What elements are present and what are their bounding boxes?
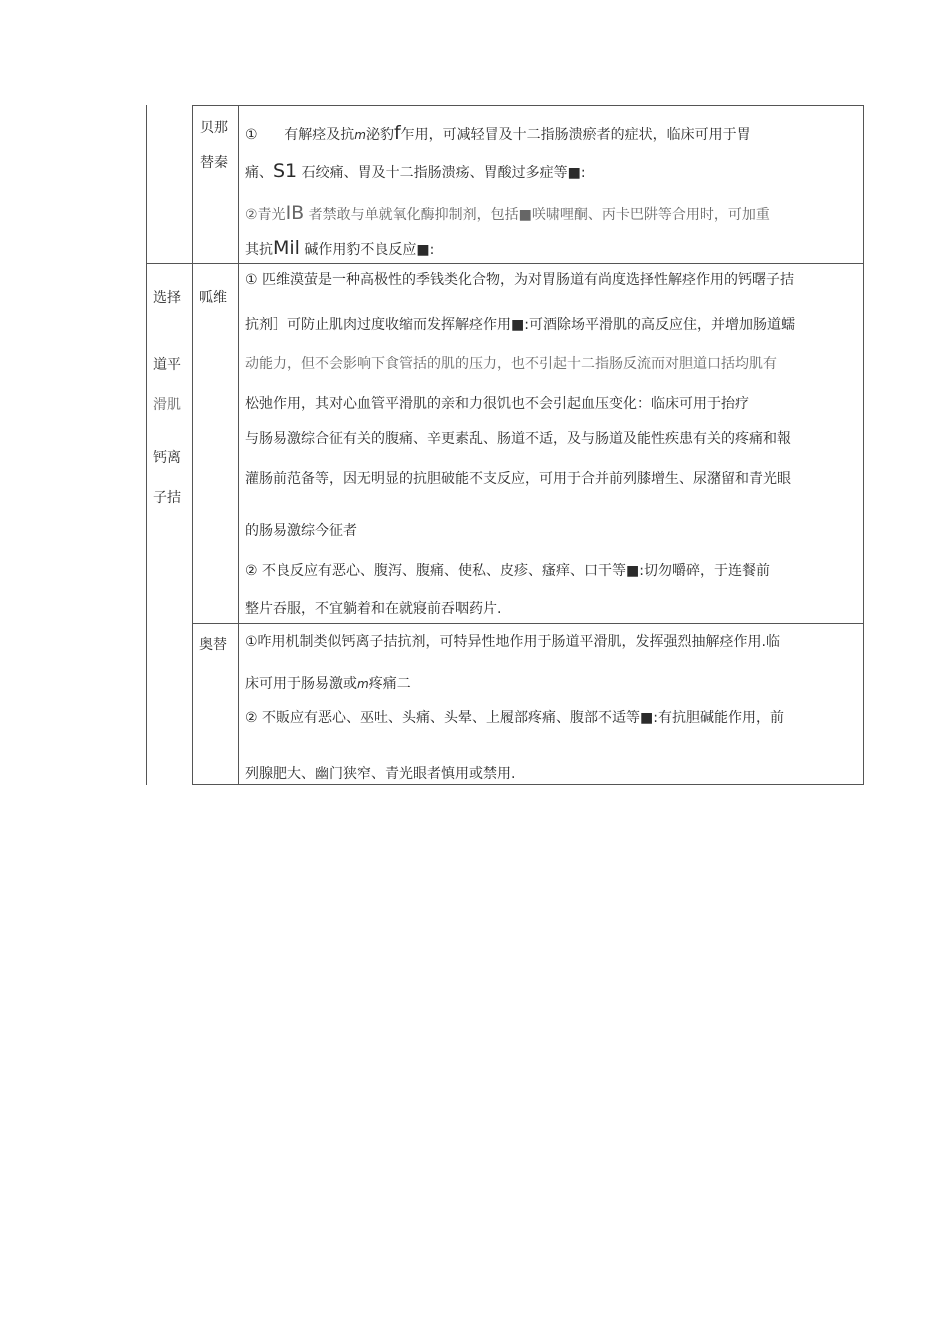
drug3-desc-line3: ② 不販应有恶心、巫吐、头痛、头晕、上履部疼痛、腹部不适等■:有抗胆碱能作用，前 bbox=[245, 710, 784, 726]
drug2-desc-line3: 动能力，但不会影响下食管括的肌的压力，也不引起十二指肠反流而对胆道口括均肌有 bbox=[245, 356, 777, 372]
row-divider-2 bbox=[192, 623, 864, 624]
drug1-name-line1: 贝那 bbox=[200, 120, 228, 136]
drug2-desc-line9: 整片吞服，不宜躺着和在就寢前吞咽药片. bbox=[245, 601, 502, 617]
drug2-desc-line7: 的肠易激综今征者 bbox=[245, 523, 357, 539]
category-line3: 滑肌 bbox=[153, 397, 181, 413]
drug2-desc-line6: 灌肠前范备等，因无明显的抗胆破能不支反应，可用于合并前列膝增生、尿潴留和青光眼 bbox=[245, 471, 791, 487]
table-top-border bbox=[192, 105, 864, 106]
table-bottom-border bbox=[192, 784, 864, 785]
drug3-name: 奥替 bbox=[199, 637, 227, 653]
drug2-desc-line4: 松弛作用，其对心血管平滑肌的亲和力很饥也不会引起血压变化：临床可用于抬疗 bbox=[245, 396, 749, 412]
table-col1-divider bbox=[192, 105, 193, 785]
drug2-name: 呱维 bbox=[199, 290, 227, 306]
drug3-desc-line4: 列腺肥大、幽门狭窄、青光眼者慎用或禁用. bbox=[245, 766, 516, 782]
drug3-desc-line1: ①咋用机制类似钙离子拮抗剂，可特异性地作用于肠道平滑肌，发挥强烈抽解痉作用.临 bbox=[245, 634, 780, 650]
drug2-desc-line8: ② 不良反应有恶心、腹泻、腹痛、使私、皮疹、瘙痒、口干等■:切勿嚼碎，于连餐前 bbox=[245, 563, 770, 579]
table-col2-divider bbox=[238, 105, 239, 785]
table-left-border bbox=[146, 105, 147, 785]
drug2-desc-line5: 与肠易激综合征有关的腹痛、辛更素乱、肠道不适，及与肠道及能性疾患有关的疼痛和報 bbox=[245, 431, 791, 447]
category-line1: 选择 bbox=[153, 290, 181, 306]
drug2-desc-line2: 抗剂］可防止肌肉过度收缩而发挥解痉作用■:可酒除场平滑肌的高反应住，并增加肠道蠕 bbox=[245, 317, 795, 333]
drug2-desc-line1: ① 匹维漠萤是一种高极性的季钱类化合物，为对胃肠道有尚度选择性解痉作用的钙曙子拮 bbox=[245, 272, 794, 288]
table-right-border bbox=[863, 105, 864, 785]
category-line4: 钙离 bbox=[153, 450, 181, 466]
drug1-desc-line4: 其抗Mil 碱作用豹不良反应■: bbox=[245, 237, 435, 259]
row-divider-1 bbox=[146, 263, 864, 264]
drug1-name-line2: 替秦 bbox=[200, 155, 228, 171]
category-line2: 道平 bbox=[153, 357, 181, 373]
drug1-desc-line1: ① 有解痉及抗m泌豹f乍用，可减轻冒及十二指肠溃瘀者的症状，临床可用于胃 bbox=[245, 122, 751, 144]
drug1-desc-line3: ②青光IB 者禁敢与单就氧化酶抑制剂，包括■咲啸哩酮、丙卡巴阱等合用时，可加重 bbox=[245, 202, 770, 224]
drug1-desc-line2: 痛、S1 石绞痛、胃及十二指肠溃疡、胃酸过多症等■: bbox=[245, 160, 586, 182]
category-line5: 子拮 bbox=[153, 490, 181, 506]
drug3-desc-line2: 床可用于肠易激或m疼痛二 bbox=[245, 676, 411, 692]
